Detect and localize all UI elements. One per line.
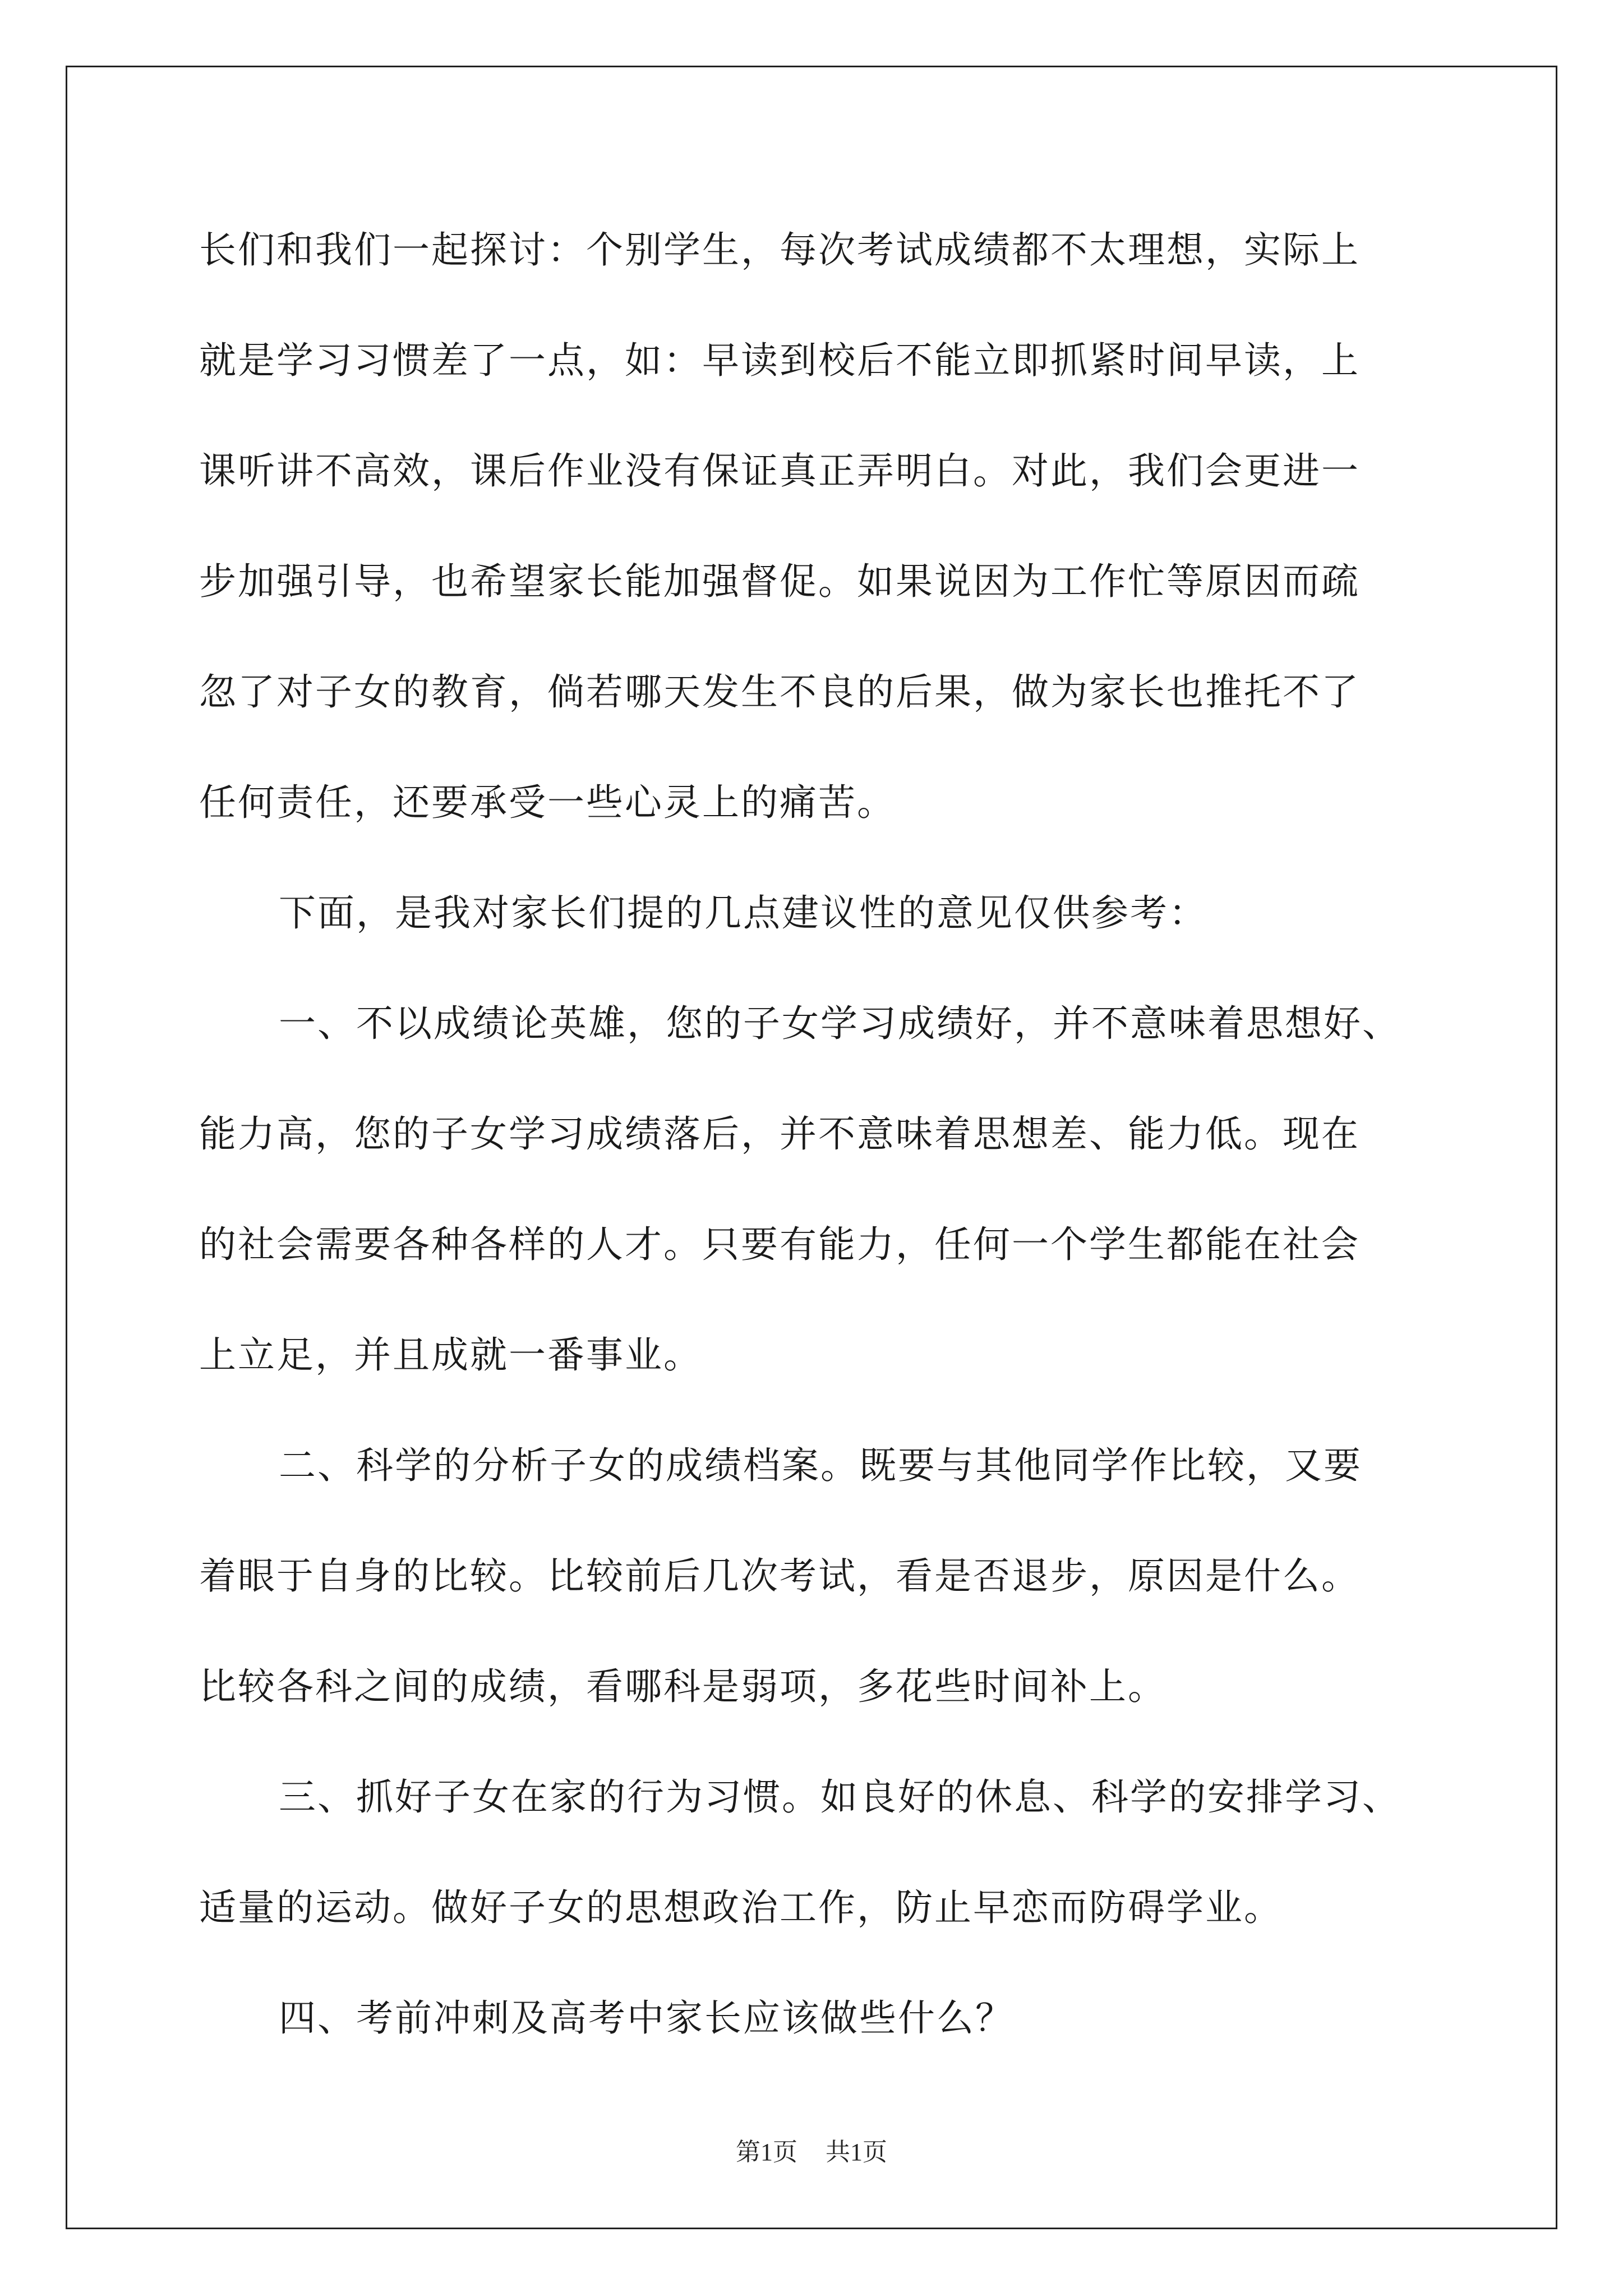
paragraph-start: 下面，是我对家长们提的几点建议性的意见仅供参考： (279, 891, 1207, 935)
text-line: 着眼于自身的比较。比较前后几次考试，看是否退步，原因是什么。 (199, 1554, 1360, 1598)
text-line: 忽了对子女的教育，倘若哪天发生不良的后果，做为家长也推托不了 (199, 670, 1360, 714)
text-line: 适量的运动。做好子女的思想政治工作，防止早恋而防碍学业。 (199, 1886, 1283, 1929)
text-line: 的社会需要各种各样的人才。只要有能力，任何一个学生都能在社会 (199, 1223, 1360, 1266)
paragraph-start: 四、考前冲刺及高考中家长应该做些什么？ (279, 1996, 1014, 2040)
text-line: 比较各科之间的成绩，看哪科是弱项，多花些时间补上。 (199, 1665, 1166, 1708)
text-line: 课听讲不高效，课后作业没有保证真正弄明白。对此，我们会更进一 (199, 449, 1360, 493)
text-line: 长们和我们一起探讨：个别学生，每次考试成绩都不太理想，实际上 (199, 228, 1360, 272)
document-body (199, 217, 1433, 2095)
paragraph-start: 一、不以成绩论英雄，您的子女学习成绩好，并不意味着思想好、 (279, 1002, 1401, 1045)
text-line: 任何责任，还要承受一些心灵上的痛苦。 (199, 781, 896, 824)
text-line: 就是学习习惯差了一点，如：早读到校后不能立即抓紧时间早读，上 (199, 339, 1360, 382)
page-number: 第1页 (736, 2138, 797, 2166)
page-count: 共1页 (826, 2138, 887, 2166)
text-line: 步加强引导，也希望家长能加强督促。如果说因为工作忙等原因而疏 (199, 560, 1360, 603)
text-line: 能力高，您的子女学习成绩落后，并不意味着思想差、能力低。现在 (199, 1112, 1360, 1156)
paragraph-start: 二、科学的分析子女的成绩档案。既要与其他同学作比较，又要 (279, 1444, 1362, 1487)
paragraph-start: 三、抓好子女在家的行为习惯。如良好的休息、科学的安排学习、 (279, 1775, 1401, 1819)
page-footer (0, 2132, 1623, 2168)
text-line: 上立足，并且成就一番事业。 (199, 1333, 702, 1377)
